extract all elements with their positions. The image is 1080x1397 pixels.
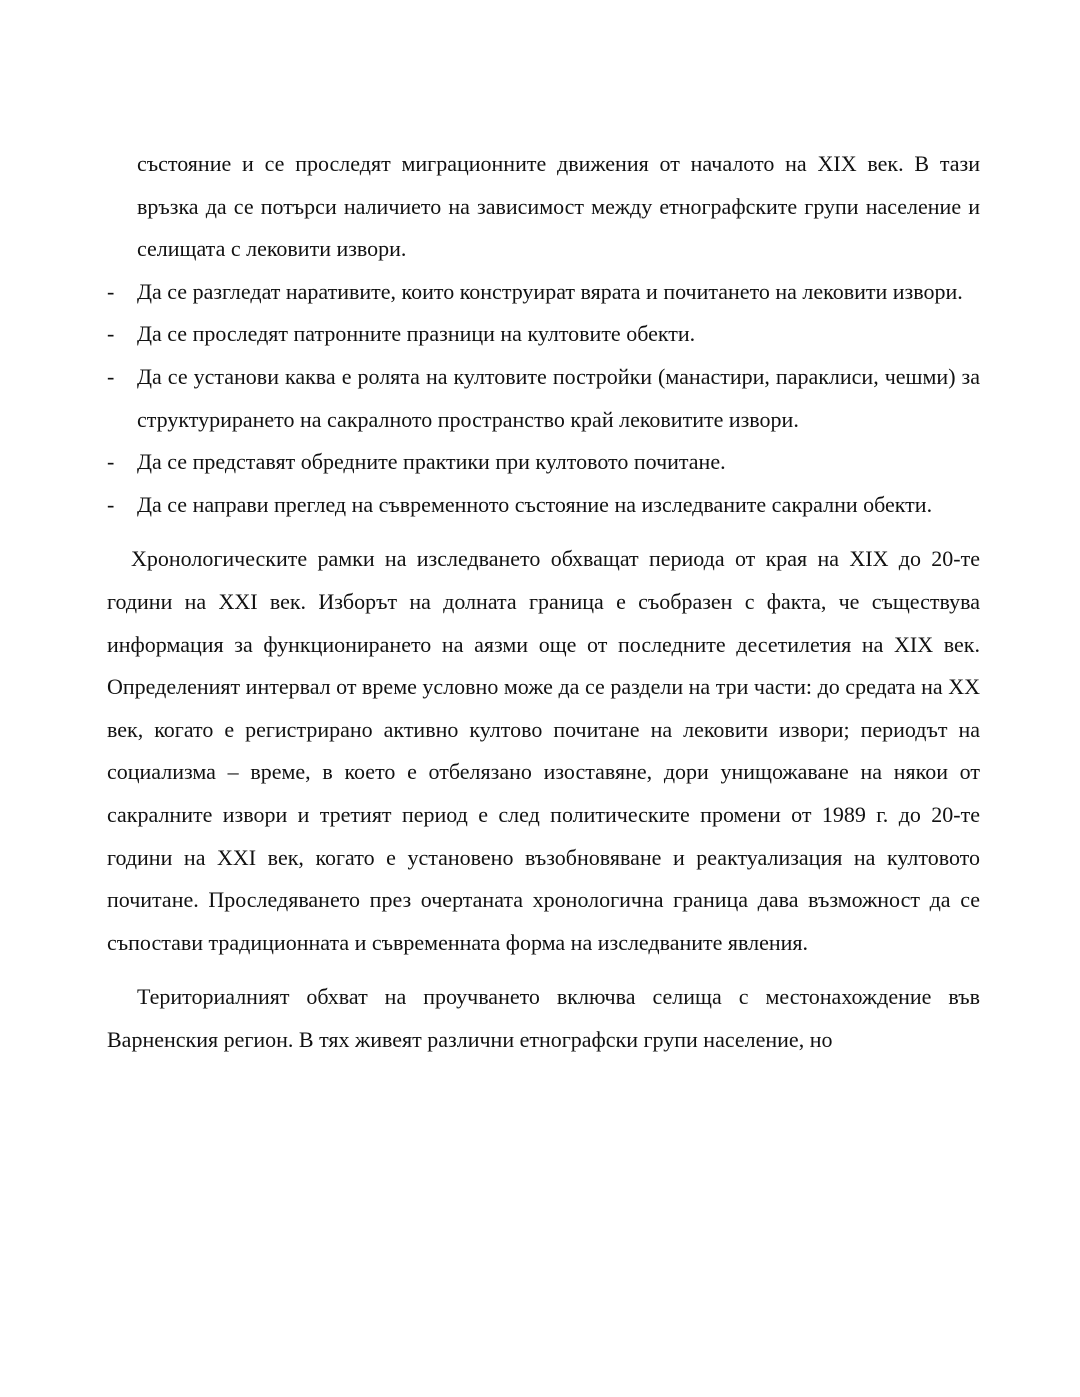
list-item	[107, 356, 980, 441]
list-item-text: Да се установи каква е ролята на култовите постройки (манастири, параклиси, чешми) за структурирането на сакралното пространство край лековитите извори.	[137, 363, 980, 432]
list-item	[107, 313, 980, 356]
document-page	[107, 143, 980, 1061]
list-item-text: Да се направи преглед на съвременното състояние на изследваните сакрални обекти.	[137, 491, 933, 517]
list-item	[107, 484, 980, 527]
list-continuation-text: състояние и се проследят миграционните движения от началото на XIX век. В тази връзка да се потърси наличието на зависимост между етнографските групи население и селищата с лековити извори.	[137, 151, 980, 262]
list-item-text: Да се представят обредните практики при култовото почитане.	[137, 449, 726, 475]
list-item	[107, 271, 980, 314]
bullet-dash: -	[107, 491, 115, 517]
paragraph-chronology: Хронологическите рамки на изследването обхващат периода от края на XIX до 20-те години на XXI век. Изборът на долната граница е съобразен с факта, че съществува информация за функционирането на аязми още от последните десетилетия на XIX век. Определеният интервал от време условно може да се раздели на три части: до средата на XX век, когато е регистрирано активно култово почитане на лековити извори; периодът на социализма – време, в което е отбелязано изоставяне, дори унищожаване на някои от сакралните извори и третият период е след политическите промени от 1989 г. до 20-те години на XXI век, когато е установено възобновяване и реактуализация на култовото почитане. Проследяването през очертаната хронологична граница дава възможност да се съпостави традиционната и съвременната форма на изследваните явления.	[107, 546, 980, 955]
list-item	[107, 441, 980, 484]
bullet-dash: -	[107, 278, 115, 304]
list-item-text: Да се проследят патронните празници на култовите обекти.	[137, 321, 696, 347]
list-item-text: Да се разгледат наративите, които конструират вярата и почитането на лековити извори.	[137, 278, 963, 304]
bullet-dash: -	[107, 449, 115, 475]
paragraph-territory: Териториалният обхват на проучването включва селища с местонахождение във Варненския регион. В тях живеят различни етнографски групи население, но	[107, 984, 980, 1052]
bullet-dash: -	[107, 321, 115, 347]
bullet-dash: -	[107, 363, 115, 389]
